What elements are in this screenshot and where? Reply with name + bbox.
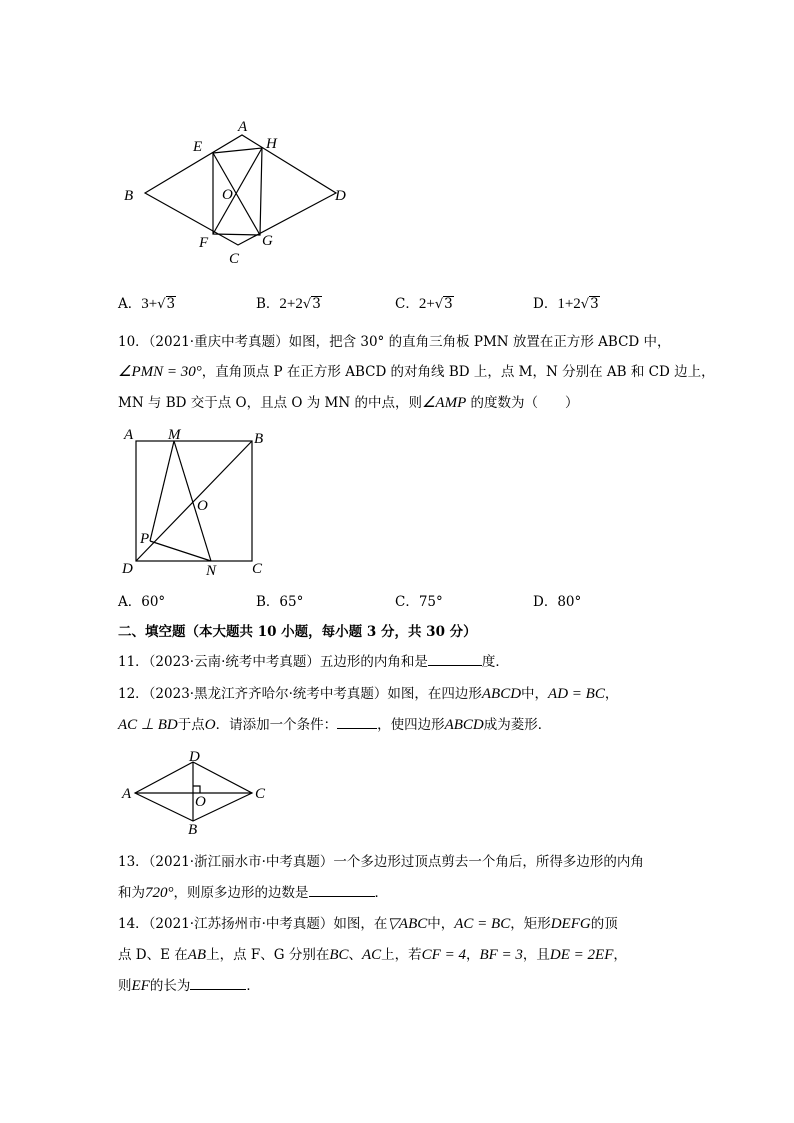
label-h: H [266, 136, 277, 152]
label-n: N [206, 563, 217, 579]
q10-line-3: MN 与 BD 交于点 O，且点 O 为 MN 的中点，则∠AMP 的度数为（ ） [118, 395, 579, 411]
label-e: E [193, 139, 203, 155]
q12-answer-blank[interactable] [337, 715, 377, 729]
q14-line-1: 14．（2021·江苏扬州市·中考真题）如图，在▽ABC中，AC = BC，矩形DEFG的顶 [118, 916, 618, 932]
q9-option-b[interactable]: B．2+2√3 [256, 296, 321, 312]
right-angle-mark [193, 786, 200, 793]
label-d3: D [189, 749, 200, 765]
label-g: G [262, 233, 273, 249]
q9-option-a[interactable]: A．3+√3 [118, 296, 176, 312]
q12-line-2: AC ⊥ BD于点O．请添加一个条件： ，使四边形ABCD成为菱形． [118, 717, 552, 733]
label-b: B [124, 188, 134, 204]
q13-answer-blank[interactable] [309, 883, 375, 897]
label-c: C [229, 251, 240, 267]
section-heading-fill-in: 二、填空题（本大题共 10 小题，每小题 3 分，共 30 分） [118, 624, 477, 640]
label-c3: C [255, 786, 266, 802]
q13-line-1: 13．（2021·浙江丽水市·中考真题）一个多边形过顶点剪去一个角后，所得多边形的内角 [118, 854, 644, 870]
label-o2: O [197, 498, 208, 514]
label-f: F [199, 235, 209, 251]
q10-option-c[interactable]: C．75° [395, 594, 443, 610]
q14-answer-blank[interactable] [190, 976, 246, 990]
q10-line-1: 10．（2021·重庆中考真题）如图，把含 30° 的直角三角板 PMN 放置在正方形 ABCD 中， [118, 334, 671, 350]
label-m: M [168, 427, 181, 443]
label-o3: O [195, 794, 206, 810]
q14-line-3: 则EF的长为 ． [118, 978, 260, 994]
q10-option-a[interactable]: A．60° [118, 594, 166, 610]
label-b3: B [188, 822, 198, 838]
label-o: O [222, 187, 233, 203]
q12-line-1: 12．（2023·黑龙江齐齐哈尔·统考中考真题）如图，在四边形ABCD中，AD = BC， [118, 686, 619, 702]
q11-answer-blank[interactable] [428, 652, 482, 666]
label-a3: A [122, 786, 132, 802]
q9-option-d[interactable]: D．1+2√3 [533, 296, 599, 312]
label-d2: D [122, 561, 133, 577]
q10-option-b[interactable]: B．65° [256, 594, 304, 610]
label-c2: C [252, 561, 263, 577]
q11: 11．（2023·云南·统考中考真题）五边形的内角和是 度． [118, 654, 509, 670]
q9-option-c[interactable]: C．2+√3 [395, 296, 453, 312]
label-p: P [140, 531, 150, 547]
figure-rhombus-rectangle [118, 110, 368, 270]
label-d: D [335, 188, 346, 204]
q13-line-2: 和为720°，则原多边形的边数是 ． [118, 885, 388, 901]
diagonal-bd [136, 441, 252, 561]
figure-kite [118, 745, 278, 840]
label-a: A [238, 119, 248, 135]
diagonal-hf [213, 148, 262, 234]
label-a2: A [124, 427, 134, 443]
segment-pn [150, 541, 211, 561]
figure-square-triangle [118, 425, 278, 580]
q10-option-d[interactable]: D．80° [533, 594, 582, 610]
q14-line-2: 点 D、E 在AB上，点 F、G 分别在BC、AC上，若CF = 4，BF = 3，且DE = 2EF， [118, 947, 627, 963]
q10-line-2: ∠PMN = 30°，直角顶点 P 在正方形 ABCD 的对角线 BD 上，点 M，N 分别在 AB 和 CD 边上， [118, 364, 715, 380]
rhombus-abcd [145, 135, 336, 245]
label-b2: B [254, 431, 264, 447]
